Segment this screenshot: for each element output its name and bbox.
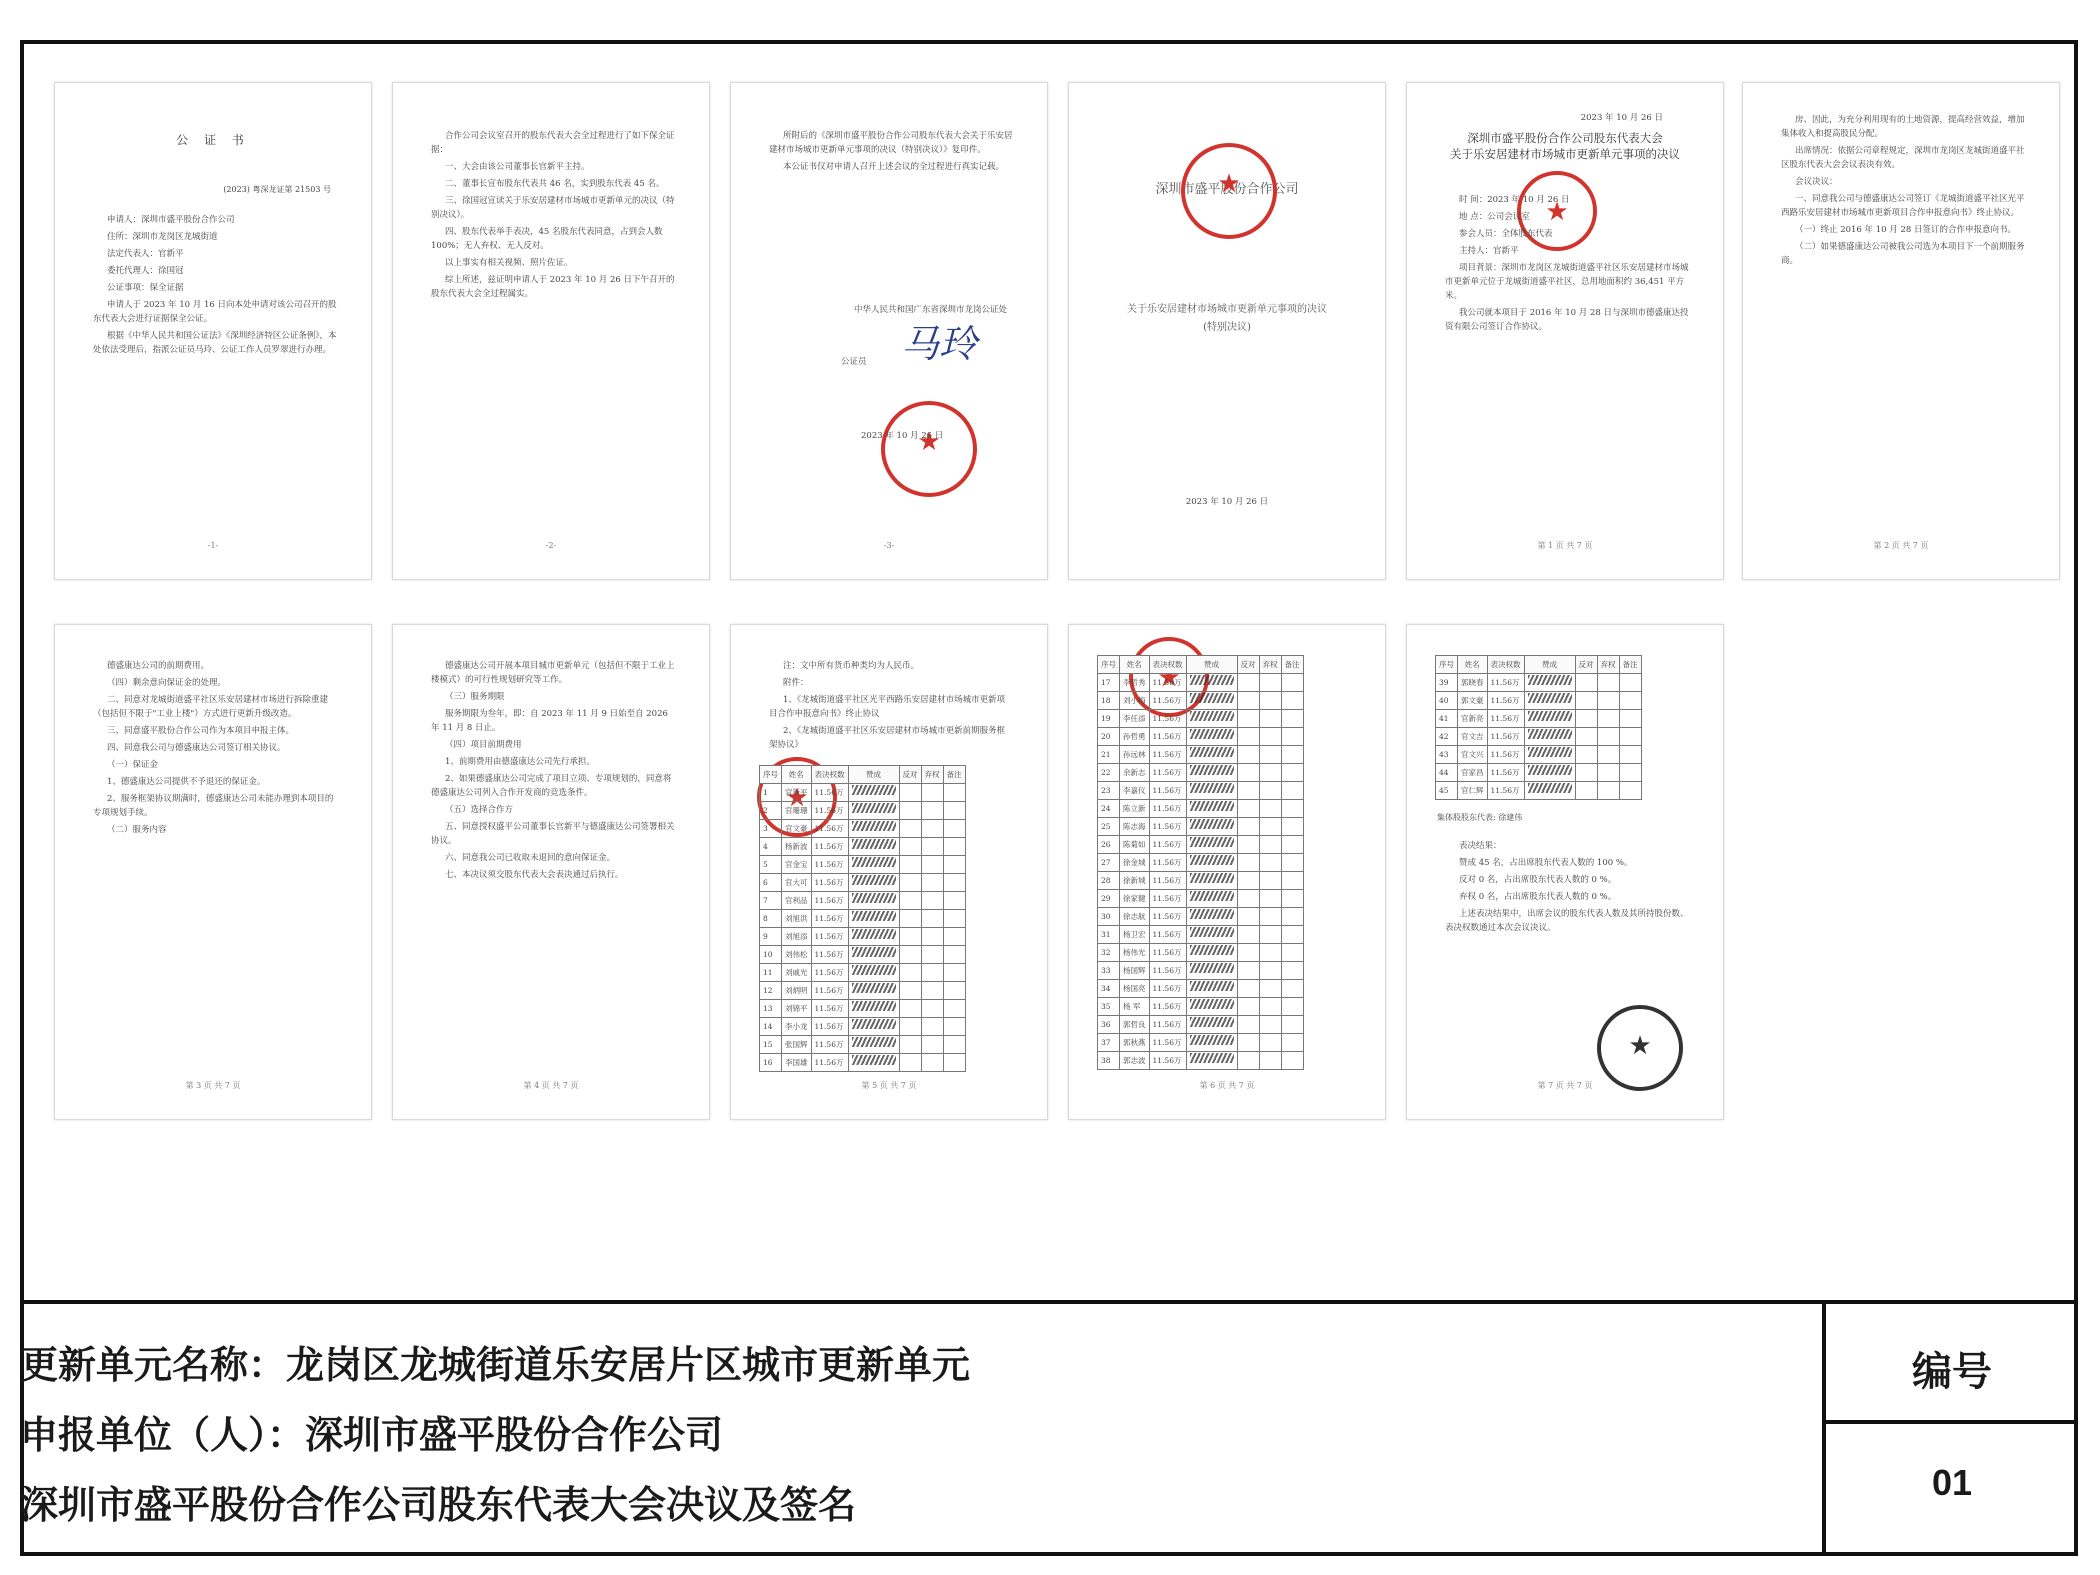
notary-signature: 马玲: [901, 322, 978, 366]
page-body-text: 房、因此，为充分利用现有的土地资源，提高经营效益，增加集体收入和提高股民分配。 出席情况：依据公司章程规定，深圳市龙岗区龙城街道盛平社区股东代表大会会议表决有效。 会议决议： 一、同意我公司与德盛康达公司签订《龙城街道盛平社区光平西路乐安居建材市场城市更新项目合作申报意向书》终止协议。 （一）终止 2016 年 10 月 28 日签订的合作申报意向书。 （二）如果德盛康达公司被我公司选为本项目下一个前期服务商。: [1781, 115, 2025, 266]
page-body-text: 德盛康达公司开展本项目城市更新单元（包括但不限于工业上楼模式）的可行性规划研究等工作。 （三）服务期限 服务期限为叁年，即：自 2023 年 11 月 9 日始至自 2026 年 11 月 8 日止。 （四）项目前期费用 1、前期费用由德盛康达公司先行承担。 2、如果德盛康达公司完成了项目立项、专项规划的，同意将德盛康达公司列入合作开发商的竞选条件。 （五）选择合作方 五、同意授权盛平公司董事长官新平与德盛康达公司签署相关协议。 六、同意我公司已收取未退回的意向保证金。 七、本决议须交股东代表大会表决通过后执行。: [431, 661, 675, 880]
notary-date: 2023 年 10 月 26 日: [861, 431, 944, 441]
vote-table: 序号 姓名 表决权数 赞成 反对 弃权 备注 17 李哲秀 11.56万 18 刘小梅 11.56万 19 李任添 11.56万 20 孙哲勇 11.56万 21 孙远林 11.56万 22 余新志 11.56万 23 李嘉仪 11.56万 24 陈立新 11.56万 25 陈志海 11.56万 26 陈菊如 11.56万 27 徐金城 11.56万 28 徐新城 11.56万 29 徐家健 11.56万 30 徐志航 11.56万 31 杨卫宏 11.56万 32 杨伟光 11.56万 33 杨国辉 11.56万 34 杨国亮 11.56万 35 杨 军 11.56万 36 郭哲良 11.56万 37 郭秋燕 11.56万 38 郭志波 11.56万: [1097, 655, 1304, 1070]
document-page-1: [54, 82, 372, 580]
document-page-7: [54, 624, 372, 1120]
page-footer: 第 6 页 共 7 页: [1199, 1081, 1255, 1090]
page-footer: -2-: [545, 541, 557, 550]
unit-name: 更新单元名称：龙岗区龙城街道乐安居片区城市更新单元: [20, 1345, 971, 1387]
company-seal: [1181, 143, 1277, 239]
notary-title: 公 证 书: [176, 133, 250, 147]
notary-office: 中华人民共和国广东省深圳市龙岗公证处: [853, 305, 1007, 315]
page-body-text: 申请人：深圳市盛平股份合作公司 住所：深圳市龙岗区龙城街道 法定代表人：官新平 委托代理人：徐国冠 公证事项：保全证据 申请人于 2023 年 10 月 16 日向本处申请对该公司召开的股东代表大会进行证据保全公证。 根据《中华人民共和国公证法》《深圳经济特区公证条例》，本处依法受理后，指派公证员马玲、公证工作人员罗翠进行办理。: [93, 215, 337, 355]
page-footer: -3-: [883, 541, 895, 550]
resolution-title: 深圳市盛平股份合作公司股东代表大会: [1467, 131, 1663, 145]
page-body-text: 表决结果： 赞成 45 名，占出席股东代表人数的 100 %。 反对 0 名，占出席股东代表人数的 0 %。 弃权 0 名，占出席股东代表人数的 0 %。 上述表决结果中，出席会议的股东代表人数及其所持股份数、表决权数通过本次会议决议。: [1445, 841, 1689, 933]
page-footer: 第 5 页 共 7 页: [861, 1081, 917, 1090]
id-label: 编号: [1912, 1350, 1992, 1394]
document-page-8: [392, 624, 710, 1120]
document-title: 深圳市盛平股份合作公司股东代表大会决议及签名: [20, 1485, 857, 1527]
notary-seal: [881, 401, 977, 497]
id-number: 01: [1931, 1462, 1973, 1503]
cover-company: 深圳市盛平股份合作公司: [1155, 182, 1299, 197]
resolution-subtitle: 关于乐安居建材市场城市更新单元事项的决议: [1450, 147, 1680, 161]
notary-label: 公证员: [841, 357, 867, 367]
page-footer: 第 3 页 共 7 页: [185, 1081, 241, 1090]
cover-type: (特别决议): [1203, 322, 1251, 333]
document-page-4: [1068, 82, 1386, 580]
document-page-11: [1406, 624, 1724, 1120]
resolution-date: 2023 年 10 月 26 日: [1580, 113, 1663, 123]
page-footer: 第 1 页 共 7 页: [1537, 541, 1593, 550]
document-page-6: [1742, 82, 2060, 580]
vote-table: 序号 姓名 表决权数 赞成 反对 弃权 备注 39 郭晓春 11.56万 40 郭文豪 11.56万 41 官新亮 11.56万 42 官文吉 11.56万 43 官文兴 11.56万 44 官家昌 11.56万 45 官仁辉 11.56万: [1435, 655, 1642, 800]
cover-date: 2023 年 10 月 26 日: [1185, 497, 1269, 507]
page-footer: 第 2 页 共 7 页: [1873, 541, 1929, 550]
document-page-9: [730, 624, 1048, 1120]
page-body-text: 时 间：2023 年 10 月 26 日 地 点：公司会议室 参会人员：全体股东代表 主持人：官新平 项目背景：深圳市龙岗区龙城街道盛平社区乐安居建材市场城市更新单元位于龙城街道盛平社区，总用地面积约 36,451 平方米。 我公司就本项目于 2016 年 10 月 28 日与深圳市德盛康达投资有限公司签订合作协议。: [1445, 195, 1689, 332]
title-block-divider: [1822, 1300, 1826, 1556]
page-body-text: 合作公司会议室召开的股东代表大会全过程进行了如下保全证据： 一、大会由该公司董事长官新平主持。 二、董事长宣布股东代表共 46 名，实到股东代表 45 名。 三、徐国冠宣读关于乐安居建材市场城市更新单元的决议（特别决议）。 四、股东代表举手表决，45 名股东代表同意，占到会人数 100%；无人弃权、无人反对。 以上事实有相关视频、照片佐证。 综上所述，兹证明申请人于 2023 年 10 月 26 日下午召开的股东代表大会全过程属实。: [431, 131, 675, 299]
page-body-text: 德盛康达公司的前期费用。 （四）剩余意向保证金的处理。 二、同意对龙城街道盛平社区乐安居建材市场进行拆除重建（包括但不限于"工业上楼"）方式进行更新升级改造。 三、同意盛平股份合作公司作为本项目申报主体。 四、同意我公司与德盛康达公司签订相关协议。 （一）保证金 1、德盛康达公司提供不予退还的保证金。 2、服务框架协议期满时，德盛康达公司未能办理到本项目的专项规划手续。 （二）服务内容: [93, 661, 334, 835]
notary-number: (2023) 粤深龙证第 21503 号: [223, 185, 331, 194]
applicant: 申报单位（人）：深圳市盛平股份合作公司: [20, 1415, 724, 1457]
vote-table: 序号 姓名 表决权数 赞成 反对 弃权 备注 1 官新平 11.56万 2 官珊珊 11.56万 3 官文豪 11.56万 4 杨新波 11.56万 5 官金宝 11.56万 6 官大可 11.56万 7 官利品 11.56万 8 刘旭洪 11.56万 9 刘旭添 11.56万 10 刘伟松 11.56万 11 刘戚光 11.56万 12 刘炳明 11.56万 13 刘锦平 11.56万 14 李小龙 11.56万 15 张国辉 11.56万 16 李国雄 11.56万: [759, 765, 966, 1072]
document-page-2: [392, 82, 710, 580]
page-footer: 第 7 页 共 7 页: [1537, 1081, 1593, 1090]
id-separator: [1826, 1420, 2078, 1424]
cover-subject: 关于乐安居建材市场城市更新单元事项的决议: [1127, 304, 1327, 315]
page-footer: 第 4 页 共 7 页: [523, 1081, 579, 1090]
collective-rep: 集体股股东代表: 徐建伟: [1437, 813, 1523, 822]
document-page-3: [730, 82, 1048, 580]
document-page-10: [1068, 624, 1386, 1120]
page-footer: -1-: [207, 541, 219, 550]
page-body-text: 注：文中所有货币种类均为人民币。 附件： 1、《龙城街道盛平社区光平西路乐安居建材市场城市更新项目合作申报意向书》终止协议 2、《龙城街道盛平社区乐安居建材市场城市更新前期服务框架协议》: [769, 661, 1006, 750]
document-page-5: [1406, 82, 1724, 580]
page-body-text: 所附后的《深圳市盛平股份合作公司股东代表大会关于乐安居建材市场城市更新单元事项的决议（特别决议）》复印件。 本公证书仅对申请人召开上述会议的全过程进行真实记载。: [769, 131, 1013, 172]
